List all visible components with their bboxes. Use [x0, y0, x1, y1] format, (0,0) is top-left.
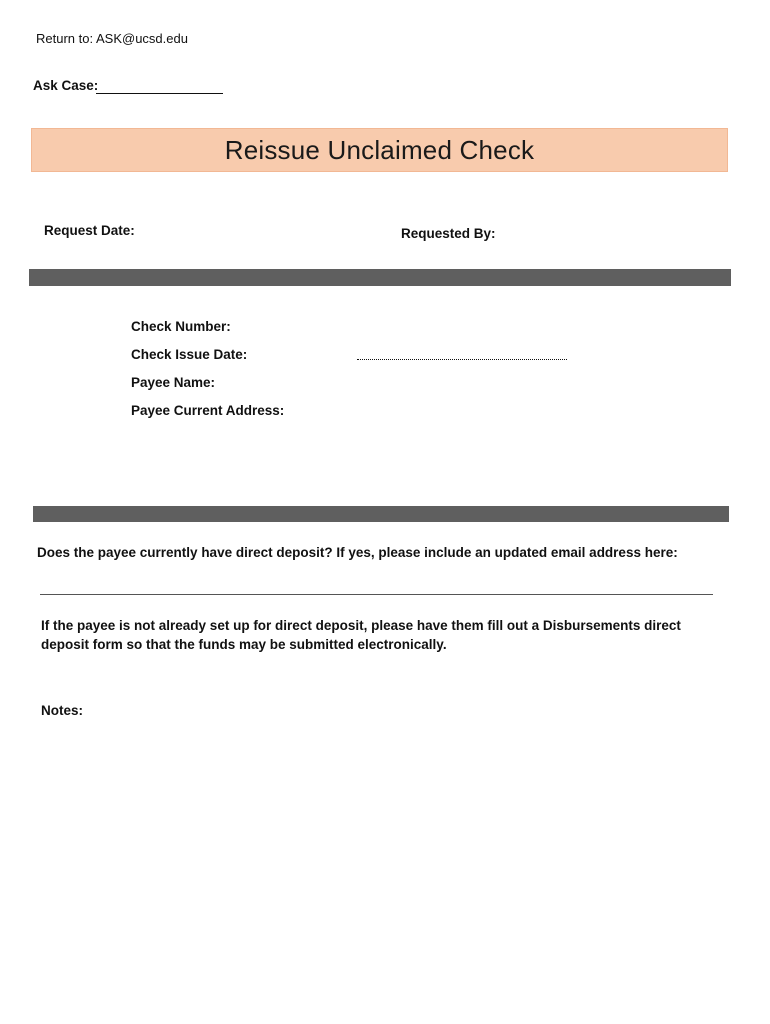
- title-banner: [31, 128, 728, 172]
- ask-case-field[interactable]: [96, 79, 223, 94]
- request-date-field[interactable]: [146, 225, 356, 239]
- payee-name-label: Payee Name:: [131, 375, 216, 390]
- payee-address-field-line-2[interactable]: [357, 433, 567, 447]
- notes-field-line-1[interactable]: [35, 736, 720, 750]
- payee-address-label: Payee Current Address:: [131, 403, 285, 418]
- payee-name-field[interactable]: [357, 374, 567, 388]
- check-number-field[interactable]: [357, 317, 567, 331]
- check-number-label: Check Number:: [131, 319, 231, 334]
- notes-label: Notes:: [41, 703, 84, 718]
- direct-deposit-question: Does the payee currently have direct deposit? If yes, please include an updated email address here:: [37, 545, 678, 560]
- form-title: Reissue Unclaimed Check: [224, 134, 535, 165]
- section-divider-middle: [33, 506, 729, 522]
- ask-case-label: Ask Case:: [33, 78, 99, 93]
- requested-by-label: Requested By:: [401, 226, 496, 241]
- payee-address-field-line-3[interactable]: [357, 462, 567, 476]
- notes-field-line-2[interactable]: [34, 767, 719, 781]
- payee-address-field-line-1[interactable]: [357, 404, 567, 418]
- request-date-label: Request Date:: [44, 223, 135, 238]
- direct-deposit-email-field[interactable]: [40, 580, 713, 595]
- return-to-text: Return to: ASK@ucsd.edu: [36, 31, 188, 46]
- direct-deposit-instruction: If the payee is not already set up for direct deposit, please have them fill out a Disbursements direct deposit form so that the funds may be submitted electronically.: [41, 618, 681, 652]
- section-divider-top: [29, 269, 731, 286]
- check-issue-date-label: Check Issue Date:: [131, 347, 248, 362]
- check-issue-date-field[interactable]: [357, 345, 567, 360]
- notes-field-line-3[interactable]: [34, 800, 719, 814]
- requested-by-field[interactable]: [497, 226, 715, 240]
